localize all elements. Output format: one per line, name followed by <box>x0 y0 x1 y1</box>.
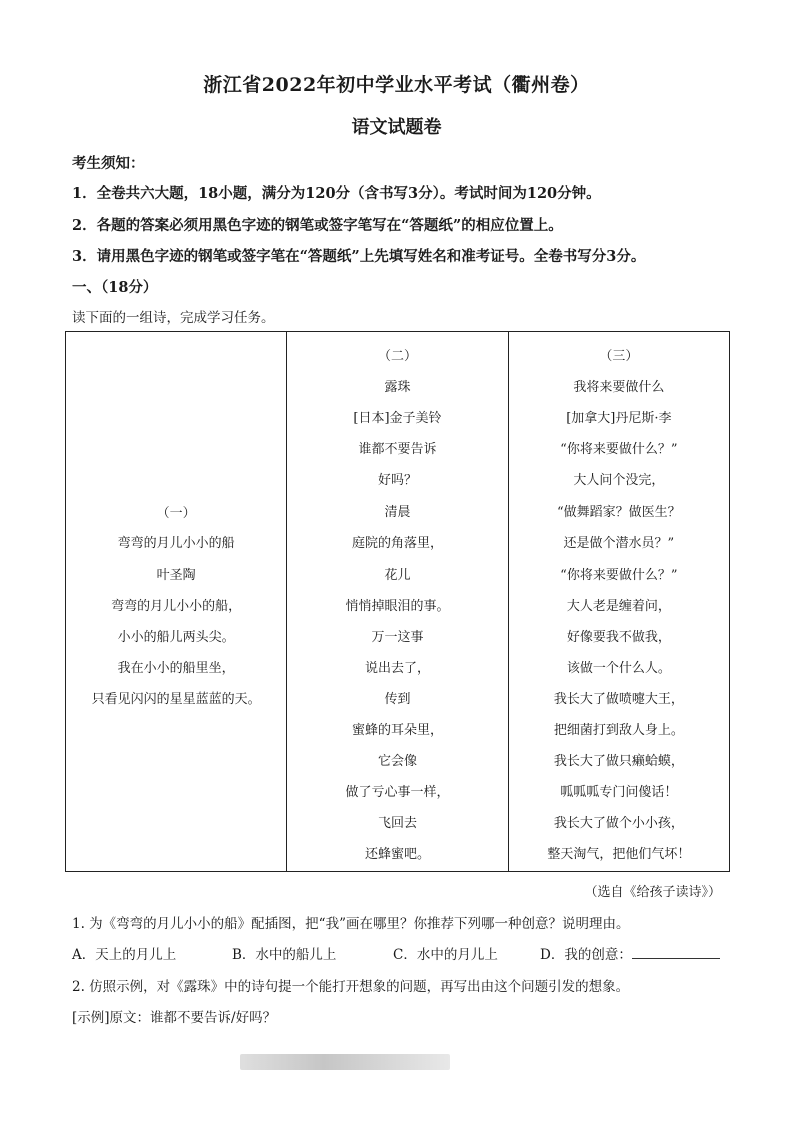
notice-item-3: 3．请用黑色字迹的钢笔或签字笔在“答题纸”上先填写姓名和准考证号。全卷书写分3分。 <box>72 248 646 265</box>
poem-one-line: 只看见闪闪的星星蓝蓝的天。 <box>91 692 261 707</box>
question-1-option-b: B．水中的船儿上 <box>232 947 337 963</box>
question-1-text: 1. 为《弯弯的月儿小小的船》配插图，把“我”画在哪里？你推荐下列哪一种创意？说明理由。 <box>72 916 630 932</box>
poem-three-line: “做舞蹈家？做医生？ <box>557 505 681 520</box>
poem-three-line: 我长大了做只癞蛤蟆， <box>553 754 684 769</box>
question-1-option-d <box>540 943 720 963</box>
poem-one-number: （一） <box>156 506 196 521</box>
poem-three-line: 大人问个没完， <box>573 473 665 488</box>
notice-heading: 考生须知： <box>72 155 145 172</box>
poem-three-line: 我长大了做喷嚏大王， <box>553 692 684 707</box>
poem-two-line: 花儿 <box>384 568 411 583</box>
poem-two-line: 万一这事 <box>371 630 424 645</box>
question-1-option-c: C．水中的月儿上 <box>393 947 498 963</box>
notice-item-2: 2．各题的答案必须用黑色字迹的钢笔或签字笔写在“答题纸”的相应位置上。 <box>72 217 563 234</box>
poem-one-author: 叶圣陶 <box>156 568 196 583</box>
poem-three-title: 我将来要做什么 <box>573 380 665 395</box>
poem-two-line: 悄悄掉眼泪的事。 <box>345 599 450 614</box>
poem-one-line: 弯弯的月儿小小的船， <box>111 599 242 614</box>
poem-one-line: 我在小小的船里坐， <box>117 661 235 676</box>
exam-title: 浙江省2022年初中学业水平考试（衢州卷） <box>203 74 590 96</box>
poem-three-line: “你将来要做什么？” <box>560 568 678 583</box>
question-1-option-a: A．天上的月儿上 <box>72 947 177 963</box>
poem-one-title: 弯弯的月儿小小的船 <box>117 536 235 551</box>
poem-three-cell <box>508 332 729 872</box>
poem-three-line: 好像要我不做我， <box>566 630 671 645</box>
poem-three-line: 我长大了做个小小孩， <box>553 816 684 831</box>
poem-table <box>65 331 730 872</box>
poem-two-line: 好吗？ <box>377 473 417 488</box>
poem-three-line: “你将来要做什么？” <box>560 442 678 457</box>
poem-three-author: [加拿大]丹尼斯·李 <box>566 411 672 426</box>
poem-two-line: 还蜂蜜吧。 <box>364 847 430 862</box>
poem-source: （选自《给孩子读诗》） <box>584 885 721 900</box>
poem-two-line: 庭院的角落里， <box>351 536 443 551</box>
section-instruction: 读下面的一组诗，完成学习任务。 <box>72 310 275 326</box>
poem-three-line: 整天淘气，把他们气坏！ <box>547 847 691 862</box>
poem-two-line: 它会像 <box>377 754 417 769</box>
poem-two-line: 传到 <box>384 692 411 707</box>
poem-two-line: 清晨 <box>384 505 411 520</box>
poem-three-number: （三） <box>599 349 639 364</box>
question-1-option-d-label: D．我的创意： <box>540 947 632 963</box>
blurred-footer-watermark <box>240 1054 450 1070</box>
poem-one <box>66 332 286 871</box>
exam-subtitle: 语文试题卷 <box>351 117 442 138</box>
poem-one-line: 小小的船儿两头尖。 <box>117 630 235 645</box>
question-2-example: [示例]原文：谁都不要告诉/好吗？ <box>72 1010 277 1026</box>
poem-two <box>287 332 507 871</box>
poem-three-line: 呱呱呱专门问傻话！ <box>560 785 678 800</box>
poem-two-line: 谁都不要告诉 <box>358 442 437 457</box>
question-2-text: 2. 仿照示例，对《露珠》中的诗句提一个能打开想象的问题，再写出由这个问题引发的想象。 <box>72 979 630 995</box>
poem-one-cell <box>66 332 287 872</box>
poem-two-cell <box>287 332 508 872</box>
poem-three <box>509 332 729 871</box>
section-heading: 一、（18分） <box>72 279 158 296</box>
poem-three-line: 该做一个什么人。 <box>566 661 671 676</box>
notice-item-1: 1．全卷共六大题，18小题，满分为120分（含书写3分）。考试时间为120分钟。 <box>72 185 601 202</box>
poem-two-line: 蜜蜂的耳朵里， <box>351 723 443 738</box>
poem-three-line: 把细菌打到敌人身上。 <box>553 723 684 738</box>
poem-two-author: [日本]金子美铃 <box>353 411 442 426</box>
poem-two-line: 做了亏心事一样， <box>345 785 450 800</box>
poem-two-number: （二） <box>377 349 417 364</box>
answer-blank <box>632 946 720 959</box>
poem-three-line: 大人老是缠着问， <box>566 599 671 614</box>
poem-two-title: 露珠 <box>384 380 411 395</box>
poem-two-line: 说出去了， <box>364 661 430 676</box>
poem-two-line: 飞回去 <box>377 816 417 831</box>
poem-three-line: 还是做个潜水员？” <box>563 536 675 551</box>
